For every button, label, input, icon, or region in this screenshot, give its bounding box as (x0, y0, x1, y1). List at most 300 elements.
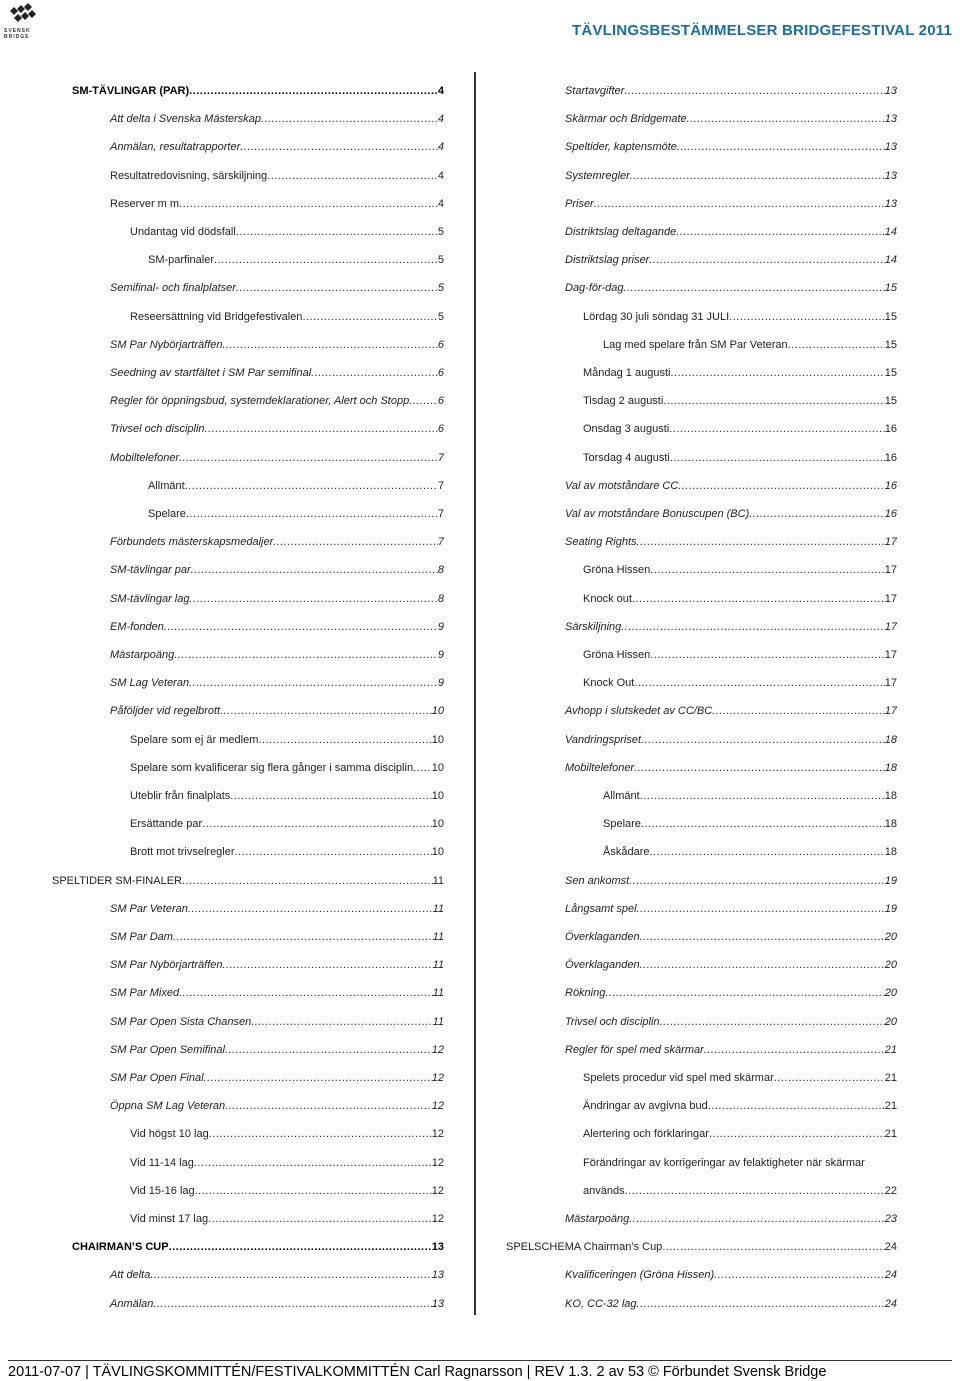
toc-entry[interactable] (565, 704, 897, 718)
toc-page-number: 24 (884, 1269, 897, 1282)
toc-entry[interactable] (565, 479, 897, 493)
toc-entry-title: Startavgifter (565, 85, 625, 97)
toc-entry[interactable] (110, 112, 444, 126)
toc-entry[interactable] (110, 140, 444, 154)
toc-dot-leader (191, 563, 438, 577)
toc-dot-leader (205, 422, 438, 436)
toc-entry[interactable] (565, 535, 897, 549)
toc-entry[interactable] (565, 112, 897, 126)
toc-dot-leader (179, 451, 438, 465)
toc-page-number: 17 (884, 649, 897, 661)
toc-entry[interactable] (130, 225, 444, 239)
toc-dot-leader (662, 1240, 884, 1254)
toc-entry-title: Avhopp i slutskedet av CC/BC (565, 705, 713, 718)
toc-entry-title: Regler för öppningsbud, systemdeklarationer, Alert och Stopp (110, 395, 410, 408)
toc-entry-title: Ersättande par (130, 818, 203, 831)
toc-entry-title: Vid högst 10 lag (130, 1128, 209, 1141)
toc-entry[interactable] (583, 676, 897, 690)
toc-entry[interactable] (565, 140, 897, 154)
toc-dot-leader (236, 281, 438, 295)
toc-dot-leader (222, 958, 432, 972)
toc-dot-leader (240, 140, 438, 154)
toc-entry-title: Skärmar och Bridgemate (565, 113, 687, 126)
toc-dot-leader (729, 310, 885, 324)
toc-entry-title: SM Par Open Semifinal (110, 1043, 225, 1056)
toc-dot-leader (189, 592, 437, 606)
toc-entry-title: Mobiltelefoner (110, 451, 180, 464)
toc-page-number: 11 (432, 874, 444, 887)
toc-page-number: 16 (884, 451, 897, 464)
toc-entry-title: Gröna Hissen (583, 649, 651, 661)
toc-page-number: 15 (884, 282, 897, 295)
toc-entry[interactable] (110, 1297, 444, 1311)
toc-page-number: 6 (437, 338, 444, 351)
toc-entry[interactable] (130, 310, 444, 324)
toc-dot-leader (209, 1127, 432, 1141)
toc-entry-title: används (583, 1184, 625, 1197)
toc-entry[interactable] (583, 1156, 897, 1170)
toc-dot-leader (630, 169, 885, 183)
toc-dot-leader (663, 394, 884, 408)
toc-dot-leader (677, 140, 885, 154)
toc-page-number: 12 (431, 1043, 444, 1056)
toc-entry[interactable] (130, 817, 444, 831)
toc-entry-title: Måndag 1 augusti (583, 367, 671, 379)
toc-entry[interactable] (110, 451, 444, 465)
toc-page-number: 22 (884, 1184, 897, 1197)
toc-page-number: 6 (437, 395, 444, 408)
toc-page-number: 9 (437, 620, 444, 633)
toc-entry-title: Mästarpoäng (110, 649, 175, 661)
toc-entry-title: SM-tävlingar par (110, 564, 191, 577)
toc-page-number: 19 (884, 874, 897, 887)
toc-entry[interactable] (148, 479, 444, 493)
toc-page-number: 13 (884, 169, 897, 182)
toc-page-number: 12 (431, 1128, 444, 1141)
toc-entry[interactable] (130, 789, 444, 803)
toc-page-number: 4 (437, 169, 444, 182)
toc-dot-leader (641, 817, 885, 831)
toc-dot-leader (173, 930, 433, 944)
toc-page-number: 13 (884, 141, 897, 154)
toc-entry-title: Kvalificeringen (Gröna Hissen) (565, 1269, 715, 1282)
toc-entry-title: Seedning av startfältet i SM Par semifinal (110, 367, 312, 379)
toc-dot-leader (235, 845, 432, 859)
toc-dot-leader (302, 310, 437, 324)
toc-page-number: 6 (437, 423, 444, 436)
toc-entry[interactable] (603, 845, 897, 859)
toc-page-number: 17 (884, 705, 897, 718)
toc-entry-title: Gröna Hissen (583, 564, 651, 577)
toc-dot-leader (704, 1043, 885, 1057)
toc-entry-title: SM Par Dam (110, 931, 173, 943)
toc-entry[interactable] (110, 930, 444, 944)
toc-entry-title: Överklaganden (565, 959, 640, 972)
toc-entry[interactable] (110, 169, 444, 183)
toc-dot-leader (670, 451, 885, 465)
toc-entry[interactable] (565, 1043, 897, 1057)
toc-dot-leader (637, 535, 885, 549)
toc-page-number: 14 (884, 254, 897, 267)
toc-page-number: 7 (437, 508, 444, 520)
toc-entry-title: Att delta (110, 1269, 151, 1282)
toc-entry-title: Anmälan, resultatrapporter (110, 141, 241, 154)
toc-page-number: 11 (432, 987, 444, 1000)
toc-entry[interactable] (583, 1127, 897, 1141)
toc-entry-title: Onsdag 3 augusti (583, 423, 670, 436)
toc-page-number: 13 (431, 1241, 444, 1254)
toc-entry[interactable] (583, 394, 897, 408)
toc-dot-leader (261, 112, 438, 126)
toc-entry[interactable] (565, 1015, 897, 1029)
toc-entry[interactable] (130, 845, 444, 859)
toc-entry[interactable] (565, 84, 897, 98)
page-footer: 2011-07-07 | TÄVLINGSKOMMITTÉN/FESTIVALKOMMITTÉN Carl Ragnarsson | REV 1.3. 2 av 53 © Förbundet Svensk Bridge (8, 1360, 952, 1380)
toc-entry-title: Reseersättning vid Bridgefestivalen (130, 310, 303, 323)
toc-dot-leader (669, 422, 885, 436)
column-divider (474, 72, 476, 1315)
toc-entry-title: EM-fonden (110, 620, 164, 633)
toc-dot-leader (709, 1127, 885, 1141)
toc-entry[interactable] (130, 1127, 444, 1141)
toc-entry[interactable] (110, 986, 444, 1000)
toc-entry-title: Öppna SM Lag Veteran (110, 1100, 226, 1113)
toc-dot-leader (225, 1043, 432, 1057)
toc-page-number: 5 (437, 310, 444, 323)
toc-entry[interactable] (583, 1099, 897, 1113)
toc-entry[interactable] (110, 281, 444, 295)
toc-page-number: 24 (884, 1241, 897, 1254)
toc-dot-leader (214, 253, 438, 267)
toc-dot-leader (637, 902, 885, 916)
toc-dot-leader (188, 902, 433, 916)
toc-page-number: 23 (884, 1213, 897, 1225)
toc-entry-title: Undantag vid dödsfall (130, 226, 236, 238)
toc-entry[interactable] (130, 733, 444, 747)
toc-entry[interactable] (583, 1071, 897, 1085)
toc-entry-title: Trivsel och disciplin (565, 1015, 660, 1028)
toc-entry-title: SM Par Veteran (110, 902, 188, 915)
toc-dot-leader (225, 1099, 432, 1113)
toc-page-number: 5 (437, 226, 444, 238)
toc-entry[interactable] (565, 1297, 897, 1311)
toc-dot-leader (640, 930, 885, 944)
toc-entry[interactable] (565, 761, 897, 775)
toc-entry[interactable] (565, 902, 897, 916)
toc-page-number: 21 (884, 1072, 897, 1084)
toc-entry[interactable] (110, 366, 444, 380)
toc-dot-leader (788, 338, 885, 352)
toc-entry[interactable] (52, 874, 444, 888)
toc-entry[interactable] (72, 1240, 444, 1254)
toc-page-number: 12 (431, 1156, 444, 1169)
toc-page-number: 13 (431, 1297, 444, 1310)
toc-entry-title: Torsdag 4 augusti (583, 451, 670, 464)
toc-entry-title: Trivsel och disciplin (110, 423, 205, 436)
toc-page-number: 18 (884, 818, 897, 831)
toc-dot-leader (632, 592, 885, 606)
toc-entry[interactable] (603, 789, 897, 803)
toc-entry[interactable] (565, 930, 897, 944)
toc-entry[interactable] (110, 563, 444, 577)
toc-entry-title: Priser (565, 197, 594, 210)
toc-entry[interactable] (583, 366, 897, 380)
toc-dot-leader (650, 563, 884, 577)
toc-dot-leader (649, 845, 884, 859)
toc-dot-leader (670, 366, 884, 380)
toc-entry[interactable] (565, 1212, 897, 1226)
toc-entry-title: SM Par Nybörjarträffen (110, 338, 223, 351)
toc-page-number: 20 (884, 987, 897, 1000)
toc-page-number: 4 (437, 113, 444, 126)
toc-entry-title: Mobiltelefoner (565, 761, 635, 774)
toc-entry-title: Spelare som ej är medlem (130, 733, 259, 746)
toc-dot-leader (774, 1071, 885, 1085)
toc-entry-title: Lag med spelare från SM Par Veteran (603, 338, 788, 351)
toc-entry-title: Seating Rights (565, 536, 637, 549)
toc-dot-leader (624, 84, 884, 98)
toc-page-number: 4 (437, 197, 444, 210)
toc-page-number: 19 (884, 902, 897, 915)
toc-entry-title: Spelare som kvalificerar sig flera gånger i samma disciplin (130, 761, 414, 774)
toc-entry-title: Vandringspriset (565, 733, 642, 746)
toc-dot-leader (629, 874, 885, 888)
toc-page-number: 17 (884, 677, 897, 690)
toc-page-number: 15 (884, 310, 897, 323)
toc-entry[interactable] (110, 1015, 444, 1029)
toc-page-number: 12 (431, 1184, 444, 1197)
toc-entry-title: Åskådare (603, 846, 650, 859)
toc-entry[interactable] (72, 84, 444, 98)
toc-entry[interactable] (110, 648, 444, 662)
toc-entry[interactable] (565, 253, 897, 267)
toc-entry-title: Reserver m m (110, 197, 180, 210)
toc-entry[interactable] (603, 338, 897, 352)
toc-entry[interactable] (110, 1043, 444, 1057)
toc-dot-leader (676, 225, 884, 239)
toc-page-number: 16 (884, 423, 897, 436)
toc-dot-leader (208, 1212, 432, 1226)
toc-dot-leader (182, 874, 433, 888)
toc-entry-title: KO, CC-32 lag (565, 1297, 637, 1310)
toc-page-number: 7 (437, 451, 444, 464)
toc-page-number: 11 (432, 959, 444, 972)
toc-page-number: 18 (884, 761, 897, 774)
toc-page-number: 10 (431, 818, 444, 831)
toc-entry[interactable] (583, 563, 897, 577)
toc-entry[interactable] (565, 225, 897, 239)
toc-entry[interactable] (565, 958, 897, 972)
toc-entry[interactable] (148, 253, 444, 267)
toc-dot-leader (687, 112, 885, 126)
toc-page-number: 21 (884, 1128, 897, 1141)
toc-entry[interactable] (565, 620, 897, 634)
toc-entry[interactable] (130, 1156, 444, 1170)
toc-page-number: 11 (432, 1015, 444, 1028)
toc-dot-leader (625, 1184, 885, 1198)
logo-diamonds-icon (6, 3, 36, 27)
toc-entry-title: Val av motståndare Bonuscupen (BC) (565, 508, 750, 520)
toc-page-number: 15 (884, 395, 897, 408)
toc-entry-title: Semifinal- och finalplatser (110, 282, 236, 295)
toc-dot-leader (222, 338, 437, 352)
toc-entry[interactable] (110, 1071, 444, 1085)
toc-dot-leader (640, 789, 885, 803)
toc-page-number: 17 (884, 620, 897, 633)
toc-dot-leader (708, 1099, 885, 1113)
toc-entry-title: Rökning (565, 987, 606, 1000)
toc-entry[interactable] (583, 592, 897, 606)
toc-entry[interactable] (583, 451, 897, 465)
toc-page-number: 24 (884, 1297, 897, 1310)
toc-entry[interactable] (565, 874, 897, 888)
toc-page-number: 17 (884, 592, 897, 605)
toc-entry[interactable] (603, 817, 897, 831)
logo-line-2: BRIDGE (4, 34, 30, 40)
toc-entry[interactable] (110, 1099, 444, 1113)
toc-entry[interactable] (110, 676, 444, 690)
toc-entry[interactable] (110, 197, 444, 211)
toc-entry[interactable] (565, 1268, 897, 1282)
toc-page-number: 12 (431, 1213, 444, 1225)
toc-page-number: 15 (884, 338, 897, 351)
toc-entry-title: Överklaganden (565, 931, 640, 943)
toc-entry-title: Tisdag 2 augusti (583, 395, 664, 408)
toc-entry-title: Särskiljning (565, 620, 622, 633)
toc-dot-leader (150, 1268, 431, 1282)
toc-entry[interactable] (110, 592, 444, 606)
toc-entry-title: Speltider, kaptensmöte (565, 141, 677, 154)
toc-entry[interactable] (565, 507, 897, 521)
toc-entry-title: Att delta i Svenska Mästerskap (110, 113, 262, 126)
toc-page-number: 17 (884, 564, 897, 577)
toc-entry[interactable] (110, 1268, 444, 1282)
toc-dot-leader (189, 676, 438, 690)
toc-entry-title: Spelare (148, 508, 186, 520)
toc-dot-leader (202, 817, 432, 831)
toc-entry[interactable] (130, 761, 444, 775)
toc-entry[interactable] (130, 1212, 444, 1226)
toc-entry-title: Distriktslag deltagande (565, 226, 677, 238)
toc-entry[interactable] (565, 197, 897, 211)
logo-line-1: SVENSK (4, 28, 31, 34)
toc-entry-title: SPELSCHEMA Chairman’s Cup (506, 1241, 663, 1254)
toc-entry-title: Val av motståndare CC (565, 479, 679, 492)
toc-entry[interactable] (583, 422, 897, 436)
toc-entry-title: Knock out (583, 592, 632, 605)
toc-entry-title: SM Par Nybörjarträffen (110, 959, 223, 972)
toc-page-number: 5 (437, 254, 444, 267)
toc-dot-leader (749, 507, 885, 521)
toc-entry-title: Lördag 30 juli söndag 31 JULI (583, 310, 730, 323)
toc-entry[interactable] (130, 1184, 444, 1198)
toc-dot-leader (629, 1212, 885, 1226)
toc-entry-title: SM-parfinaler (148, 254, 215, 267)
toc-entry-title: Resultatredovisning, särskiljning (110, 169, 268, 182)
toc-entry-title: Förändringar av korrigeringar av felaktigheter när skärmar (583, 1156, 865, 1169)
toc-entry[interactable] (565, 733, 897, 747)
toc-entry[interactable] (583, 310, 897, 324)
toc-entry-title: Knock Out (583, 677, 635, 690)
toc-page-number: 13 (431, 1269, 444, 1282)
toc-dot-leader (153, 1297, 431, 1311)
toc-entry[interactable] (110, 338, 444, 352)
toc-dot-leader (179, 197, 438, 211)
toc-entry[interactable] (110, 620, 444, 634)
toc-entry-title: Vid 11-14 lag (130, 1156, 194, 1169)
toc-entry-title: CHAIRMAN’S CUP (72, 1241, 169, 1254)
toc-entry-title: Dag-för-dag (565, 282, 624, 295)
toc-dot-leader (194, 1156, 432, 1170)
toc-entry[interactable] (506, 1240, 897, 1254)
toc-dot-leader (185, 479, 438, 493)
toc-entry-title: Brott mot trivselregler (130, 846, 235, 859)
toc-dot-leader (189, 84, 438, 98)
toc-page-number: 10 (431, 790, 444, 802)
toc-page-number: 11 (432, 931, 444, 943)
toc-entry-title: SM Par Open Final (110, 1072, 204, 1084)
toc-dot-leader (650, 648, 884, 662)
toc-entry-title: SPELTIDER SM-FINALER (52, 874, 182, 887)
toc-entry-title: Vid 15-16 lag (130, 1184, 195, 1197)
toc-entry[interactable] (565, 281, 897, 295)
toc-page-number: 14 (884, 226, 897, 238)
toc-entry[interactable] (110, 704, 444, 718)
toc-dot-leader (714, 1268, 885, 1282)
toc-entry[interactable] (565, 169, 897, 183)
toc-page-number: 18 (884, 846, 897, 859)
toc-page-number: 11 (432, 902, 444, 915)
toc-dot-leader (258, 733, 431, 747)
toc-entry-title: Vid minst 17 lag (130, 1213, 209, 1225)
toc-dot-leader (267, 169, 438, 183)
toc-entry-title: Sen ankomst (565, 874, 630, 887)
toc-entry[interactable] (110, 958, 444, 972)
toc-page-number: 8 (437, 592, 444, 605)
document-header-title: TÄVLINGSBESTÄMMELSER BRIDGEFESTIVAL 2011 (571, 22, 952, 39)
toc-entry[interactable] (110, 902, 444, 916)
toc-page-number: 12 (431, 1100, 444, 1113)
toc-dot-leader (311, 366, 438, 380)
toc-entry-title: Distriktslag priser (565, 254, 650, 267)
toc-dot-leader (621, 620, 885, 634)
toc-entry[interactable] (583, 1184, 897, 1198)
toc-entry[interactable] (148, 507, 444, 521)
toc-page-number: 8 (437, 564, 444, 577)
toc-entry-title: Allmänt (603, 790, 640, 802)
toc-entry-title: Mästarpoäng (565, 1213, 630, 1225)
toc-entry[interactable] (583, 648, 897, 662)
toc-page-number: 4 (437, 85, 444, 97)
toc-page-number: 4 (437, 141, 444, 154)
toc-dot-leader (204, 1071, 432, 1085)
toc-page-number: 10 (431, 705, 444, 718)
toc-entry[interactable] (110, 422, 444, 436)
toc-entry-title: Spelets procedur vid spel med skärmar (583, 1072, 774, 1084)
toc-page-number: 21 (884, 1043, 897, 1056)
toc-entry[interactable] (110, 394, 444, 408)
toc-page-number: 20 (884, 1015, 897, 1028)
toc-page-number: 20 (884, 931, 897, 943)
toc-entry[interactable] (565, 986, 897, 1000)
toc-dot-leader (660, 1015, 885, 1029)
toc-page-number: 15 (884, 367, 897, 379)
toc-entry-title: Anmälan (110, 1297, 154, 1310)
toc-page-number: 16 (884, 479, 897, 492)
toc-entry-title: Ändringar av avgivna bud (583, 1100, 708, 1113)
toc-dot-leader (637, 1297, 885, 1311)
toc-entry[interactable] (110, 535, 444, 549)
